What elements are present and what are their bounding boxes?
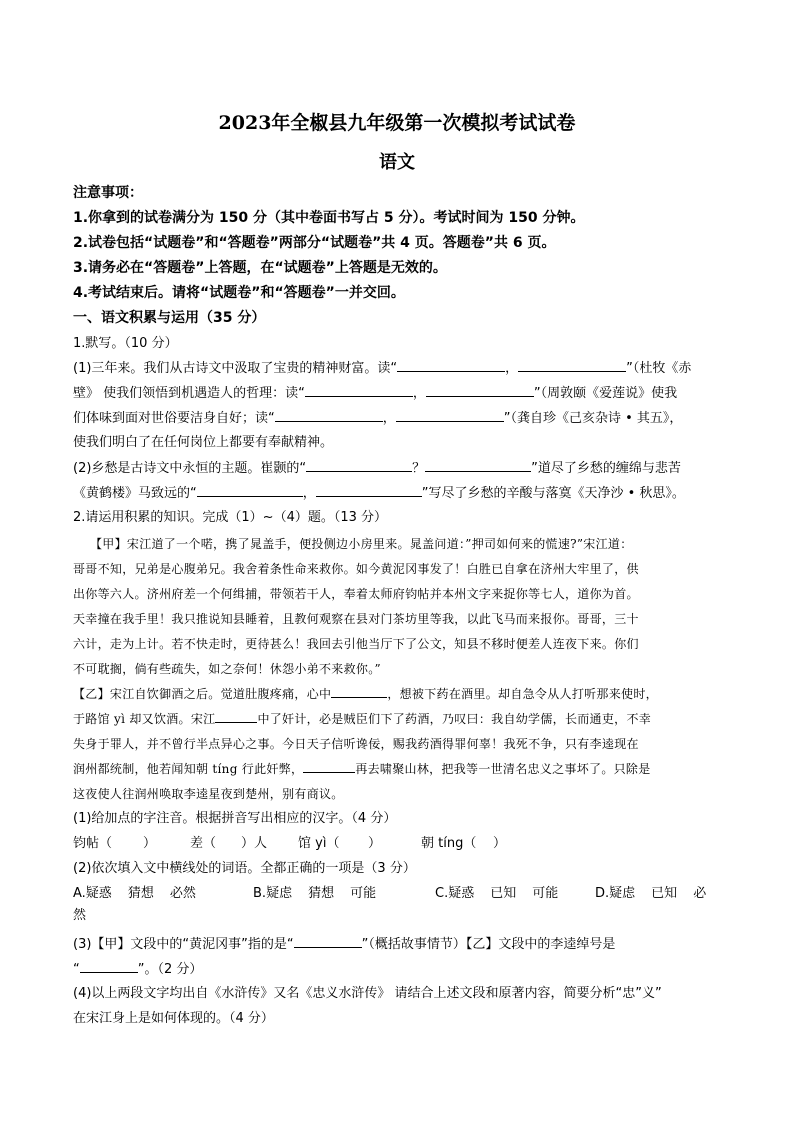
q1-1-line bbox=[73, 359, 691, 378]
pinyin-item: ）人 bbox=[241, 836, 268, 851]
pinyin-item: 钧帖（ bbox=[73, 836, 113, 851]
answer-blank[interactable] bbox=[275, 409, 383, 422]
option-key: D. bbox=[595, 886, 610, 901]
option-word: 疑虑 bbox=[266, 886, 293, 901]
text: (3)【甲】文段中的“黄泥冈事”指的是“ bbox=[73, 937, 294, 952]
text: 壁》 使我们领悟到机遇造人的哲理：读“ bbox=[73, 386, 305, 401]
note-item: 2.试卷包括“试题卷”和“答题卷”两部分“试题卷”共 4 页。答题卷”共 6 页。 bbox=[73, 235, 556, 251]
pinyin-item: 朝 tíng（ bbox=[421, 836, 477, 851]
q1-1-line bbox=[73, 384, 677, 403]
q2-1-label: (1)给加点的字注音。根据拼音写出相应的汉字。（4 分） bbox=[73, 811, 397, 826]
answer-blank[interactable] bbox=[396, 409, 504, 422]
q1-1-line bbox=[73, 409, 682, 428]
option-wrap: 然 bbox=[73, 908, 87, 923]
option-c[interactable] bbox=[435, 885, 558, 903]
note-item: 4.考试结束后。请将“试题卷”和“答题卷”一并交回。 bbox=[73, 285, 405, 301]
pinyin-item: 馆 yì（ bbox=[298, 836, 340, 851]
answer-blank[interactable] bbox=[305, 384, 413, 397]
passage-jia-line: 【甲】宋江道了一个喏，携了晁盖手，便投侧边小房里来。晁盖问道：”押司如何来的慌速?”宋江道： bbox=[90, 537, 633, 551]
pinyin-item: ） bbox=[493, 836, 507, 851]
notes-heading: 注意事项： bbox=[73, 185, 143, 201]
answer-blank[interactable] bbox=[215, 710, 257, 723]
text: ”（周敦颐《爱莲说》使我 bbox=[533, 386, 678, 401]
answer-blank[interactable] bbox=[331, 685, 387, 698]
answer-blank[interactable] bbox=[518, 359, 626, 372]
note-item: 3.请务必在“答题卷”上答题，在“试题卷”上答题是无效的。 bbox=[73, 260, 447, 276]
text: ， bbox=[412, 386, 426, 401]
answer-blank[interactable] bbox=[294, 935, 362, 948]
q1-2-line bbox=[73, 484, 685, 503]
pinyin-item: ） bbox=[143, 836, 157, 851]
text: 们体味到面对世俗要洁身自好；读“ bbox=[73, 411, 275, 426]
pinyin-item: ） bbox=[368, 836, 382, 851]
q2-label: 2.请运用积累的知识。完成（1）~（4）题。（13 分） bbox=[73, 510, 388, 525]
answer-blank[interactable] bbox=[425, 459, 531, 472]
q2-3-line bbox=[73, 960, 202, 979]
option-word: 已知 bbox=[490, 886, 517, 901]
text: ，想被下药在酒里。却自急令从人打听那来使时， bbox=[387, 687, 658, 701]
option-d[interactable] bbox=[595, 885, 706, 903]
text: ， bbox=[505, 361, 519, 376]
text: (1)三年来。我们从古诗文中汲取了宝贵的精神财富。读“ bbox=[73, 361, 398, 376]
text: ， bbox=[302, 486, 316, 501]
passage-yi-line: 这夜使人往润州唤取李逵星夜到楚州，别有商议。 bbox=[73, 787, 344, 801]
option-a[interactable] bbox=[73, 885, 196, 903]
passage-jia-line: 出你等六人。济州府差一个何缉捕，带领若干人，奉着太师府钧帖并本州文字来捉你等七人，道你为首。 bbox=[73, 587, 639, 601]
option-word: 已知 bbox=[651, 886, 678, 901]
answer-blank[interactable] bbox=[316, 484, 422, 497]
q1-2-line bbox=[73, 459, 681, 478]
text: 中了奸计，必是贼臣们下了药酒，乃叹曰：我自幼学儒，长而通吏，不幸 bbox=[257, 712, 652, 726]
note-item: 1.你拿到的试卷满分为 150 分（其中卷面书写占 5 分）。考试时间为 150 分钟。 bbox=[73, 210, 585, 226]
text: “ bbox=[73, 962, 80, 977]
option-word: 疑虑 bbox=[609, 886, 636, 901]
text: ”（概括故事情节）【乙】文段中的李逵绰号是 bbox=[361, 937, 616, 952]
option-word: 疑惑 bbox=[448, 886, 475, 901]
q2-2-label: (2)依次填入文中横线处的词语。全都正确的一项是（3 分） bbox=[73, 861, 416, 876]
q1-1-line: 使我们明白了在任何岗位上都要有奉献精神。 bbox=[73, 435, 334, 450]
answer-blank[interactable] bbox=[397, 359, 505, 372]
text: ”写尽了乡愁的辛酸与落寞《天净沙 • 秋思》。 bbox=[421, 486, 685, 501]
option-word: 可能 bbox=[532, 886, 559, 901]
passage-jia-line: 哥哥不知，兄弟是心腹弟兄。我舍着条性命来救你。如今黄泥冈事发了！白胜已自拿在济州大牢里了，供 bbox=[73, 562, 639, 576]
q1-label: 1.默写。（10 分） bbox=[73, 336, 178, 351]
subject-title: 语文 bbox=[379, 152, 415, 173]
option-word: 可能 bbox=[350, 886, 377, 901]
option-key: A. bbox=[73, 886, 86, 901]
option-word: 猜想 bbox=[308, 886, 335, 901]
passage-jia-line: 天幸撞在我手里！我只推说知县睡着，且教何观察在县对门茶坊里等我，以此飞马而来报你。哥哥，三十 bbox=[73, 612, 639, 626]
option-word: 猜想 bbox=[127, 886, 154, 901]
option-word: 疑惑 bbox=[85, 886, 112, 901]
text: ”（龚自珍《己亥杂诗 • 其五》， bbox=[503, 411, 683, 426]
passage-yi-line bbox=[73, 760, 651, 778]
passage-jia-line: 不可耽搁，倘有些疏失，如之奈何！休怨小弟不来救你。” bbox=[73, 662, 381, 676]
option-key: C. bbox=[435, 886, 449, 901]
passage-yi-line bbox=[73, 685, 658, 703]
option-b[interactable] bbox=[253, 885, 376, 903]
text: ”道尽了乡愁的缠绵与悲苦 bbox=[531, 461, 681, 476]
text: 于路馆 yì 却又饮酒。宋江 bbox=[73, 712, 216, 726]
option-word: 必 bbox=[693, 886, 707, 901]
section-heading: 一、语文积累与运用（35 分） bbox=[73, 310, 266, 326]
exam-title: 2023年全椒县九年级第一次模拟考试试卷 bbox=[218, 112, 576, 134]
passage-yi-line bbox=[73, 710, 651, 728]
text: ”。（2 分） bbox=[137, 962, 203, 977]
answer-blank[interactable] bbox=[80, 960, 138, 973]
q2-4-line: 在宋江身上是如何体现的。（4 分） bbox=[73, 1011, 274, 1026]
text: ”（杜牧《赤 bbox=[626, 361, 692, 376]
passage-yi-line: 失身于罪人，并不曾行半点异心之事。今日天子信听谗佞，赐我药酒得罪何辜！我死不争，只有李逵现在 bbox=[73, 737, 639, 751]
text: 润州都统制，他若闻知朝 tíng 行此奸弊， bbox=[73, 762, 304, 776]
text: ， bbox=[382, 411, 396, 426]
text: ？ bbox=[412, 461, 426, 476]
q2-4-line: (4)以上两段文字均出自《水浒传》又名《忠义水浒传》 请结合上述文段和原著内容，简要分析“忠”义” bbox=[73, 986, 662, 1001]
q2-3-line bbox=[73, 935, 615, 954]
passage-jia-line: 六计，走为上计。若不快走时，更待甚么！我回去引他当厅下了公文，知县不移时便差人连夜下来。你们 bbox=[73, 637, 639, 651]
answer-blank[interactable] bbox=[197, 484, 303, 497]
answer-blank[interactable] bbox=[426, 384, 534, 397]
text: 《黄鹤楼》马致远的“ bbox=[73, 486, 197, 501]
pinyin-item: 差（ bbox=[190, 836, 217, 851]
answer-blank[interactable] bbox=[306, 459, 412, 472]
text: 再去啸聚山林，把我等一世清名忠义之事坏了。只除是 bbox=[355, 762, 651, 776]
option-word: 必然 bbox=[169, 886, 196, 901]
text: (2)乡愁是古诗文中永恒的主题。崔颢的“ bbox=[73, 461, 307, 476]
answer-blank[interactable] bbox=[303, 760, 355, 773]
text: 【乙】宋江自饮御酒之后。觉道肚腹疼痛，心中 bbox=[73, 687, 332, 701]
option-key: B. bbox=[253, 886, 267, 901]
